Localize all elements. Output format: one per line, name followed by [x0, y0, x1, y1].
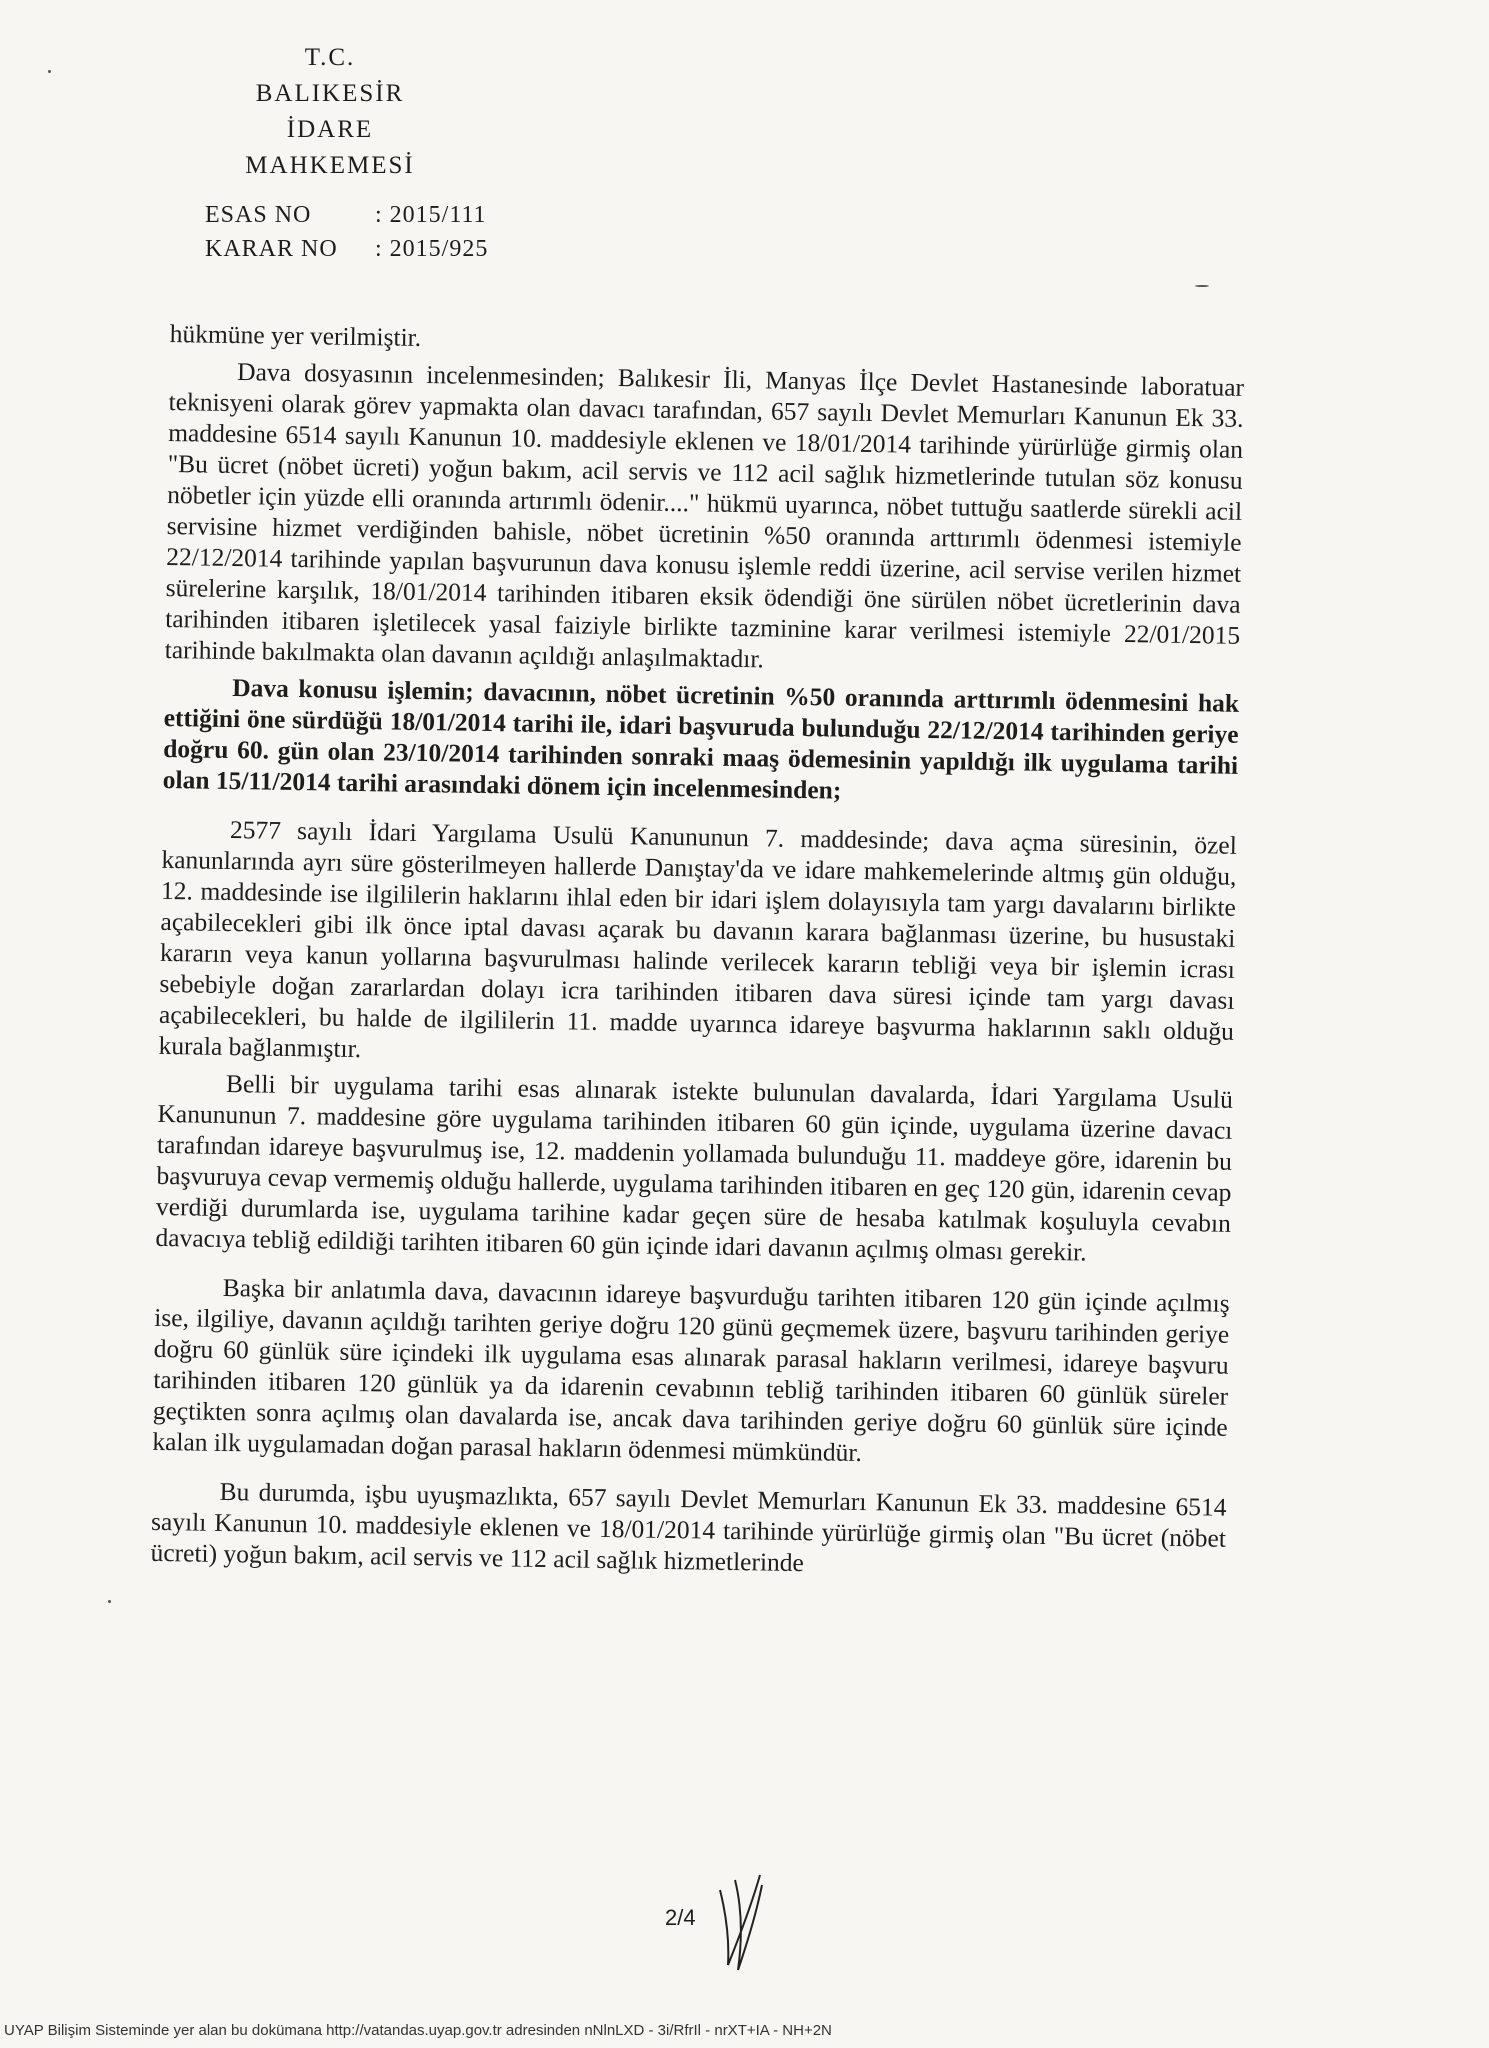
paragraph-application-date: Belli bir uygulama tarihi esas alınarak istekte bulunulan davalarda, İdari Yargılama Usulü Kanununun 7. maddesine göre uygulama tarihinden itibaren 60 gün içinde, uygulama üzerine davacı tarafından idareye başvurulmuş ise, 12. maddenin yollamada bulunduğu 11. maddeye göre, idarenin bu başvuruya cevap vermemiş olduğu hallerde, uygulama tarihinden itibaren en geç 120 gün, idarenin cevap verdiği durumlarda ise, uygulama tarihine kadar geçen süre de hesaba katılmak koşuluyla cevabın davacıya tebliğ edildiği tarihten itibaren 60 gün içinde idari davanın açılmış olması gerekir.	[155, 1068, 1234, 1267]
paragraph-law-2577: 2577 sayılı İdari Yargılama Usulü Kanununun 7. maddesinde; dava açma süresinin, özel kanunlarında ayrı süre gösterilmeyen hallerde Danıştay'da ve idare mahkemelerinde altmış gün olduğu, 12. maddesinde ise ilgililerin haklarını ihlal eden bir idari işlem dolayısıyla tam yargı davalarını birlikte açabilecekleri gibi ilk önce iptal davası açarak bu davanın karara bağlanması üzerine, bu husustaki kararın veya kanun yollarına başvurulması halinde verilecek kararın tebliği veya bir işlemin icrası sebebiyle doğan zararlardan dolayı icra tarihinden itibaren dava süresi içinde tam yargı davası açabilecekleri, bu halde de ilgililerin 11. madde uyarınca idareye başvurma haklarının saklı olduğu kurala bağlanmıştır.	[158, 815, 1238, 1064]
case-numbers	[205, 198, 488, 266]
paragraph-conclusion: Bu durumda, işbu uyuşmazlıkta, 657 sayılı Devlet Memurları Kanunun Ek 33. maddesine 6514 sayılı Kanunun 10. maddesiyle eklenen ve 18/01/2014 tarihinde yürürlüğe girmiş olan "Bu ücret (nöbet ücreti) yoğun bakım, acil servis ve 112 acil sağlık hizmetlerinde	[150, 1476, 1227, 1578]
scan-speck	[1195, 285, 1209, 287]
court-header	[200, 40, 460, 184]
header-city: BALIKESİR	[255, 80, 405, 107]
esas-value: : 2015/111	[375, 202, 487, 228]
karar-row	[205, 232, 488, 266]
esas-row	[205, 198, 488, 232]
esas-label: ESAS NO	[205, 202, 312, 228]
scan-speck	[108, 1600, 111, 1603]
paragraph-case-summary: Dava dosyasının incelenmesinden; Balıkesir İli, Manyas İlçe Devlet Hastanesinde laboratuar teknisyeni olarak görev yapmakta olan davacı tarafından, 657 sayılı Devlet Memurları Kanunun Ek 33. maddesine 6514 sayılı Kanunun 10. maddesiyle eklenen ve 18/01/2014 tarihinde yürürlüğe girmiş olan "Bu ücret (nöbet ücreti) yoğun bakım, acil servis ve 112 acil sağlık hizmetlerinde tutulan söz konusu nöbetler için yüzde elli oranında artırımlı ödenir...." hükmü uyarınca, nöbet tuttuğu saatlerde sürekli acil servisine hizmet verdiğinden bahisle, nöbet ücretinin %50 oranında arttırımlı ödenmesi istemiyle 22/12/2014 tarihinde yapılan başvurunun dava konusu işlemle reddi üzerine, acil servise verilen hizmet sürelerine karşılık, 18/01/2014 tarihinden itibaren eksik ödendiği öne sürülen nöbet ücretlerinin dava tarihinden itibaren işletilecek yasal faiziyle birlikte tazminine karar verilmesi istemiyle 22/01/2015 tarihinde bakılmakta olan davanın açıldığı anlaşılmaktadır.	[164, 357, 1245, 674]
header-court-name: İDARE MAHKEMESİ	[245, 116, 415, 179]
page-number: 2/4	[665, 1905, 696, 1930]
paragraph-intro: hükmüne yer verilmiştir.	[169, 318, 422, 352]
document-body	[150, 318, 1245, 1591]
scan-speck	[48, 70, 51, 73]
signature-mark	[690, 1870, 800, 1990]
paragraph-other-words: Başka bir anlatımla dava, davacının idareye başvurduğu tarihten itibaren 120 gün içinde açılmış ise, ilgiliye, davanın açıldığı tarihten geriye doğru 120 günü geçmemek üzere, başvuru tarihinden geriye doğru 60 günlük süre içindeki ilk uygulama esas alınarak parasal hakların verilmesi, idareye başvuru tarihinden itibaren 120 günlük ya da idarenin cevabının tebliğ tarihinden itibaren 60 günlük süreler geçtikten sonra açılmış olan davalarda ise, ancak dava tarihinden geriye doğru 60 günlük süre içinde kalan ilk uygulamadan doğan parasal hakların ödenmesi mümkündür.	[152, 1272, 1230, 1468]
karar-label: KARAR NO	[205, 236, 338, 262]
karar-value: : 2015/925	[375, 236, 489, 262]
header-tc: T.C.	[304, 44, 356, 71]
uyap-footer: UYAP Bilişim Sisteminde yer alan bu dokümana http://vatandas.uyap.gov.tr adresinden nNlnLXD - 3i/RfrIl - nrXT+IA - NH+2N	[4, 2022, 832, 2039]
paragraph-subject-bold: Dava konusu işlemin; davacının, nöbet ücretinin %50 oranında arttırımlı ödenmesini hak ettiğini öne sürdüğü 18/01/2014 tarihi ile, idari başvuruda bulunduğu 22/12/2014 tarihinden geriye doğru 60. gün olan 23/10/2014 tarihinden sonraki maaş ödemesinin yapıldığı ilk uygulama tarihi olan 15/11/2014 tarihi arasındaki dönem için incelenmesinden;	[162, 673, 1240, 805]
